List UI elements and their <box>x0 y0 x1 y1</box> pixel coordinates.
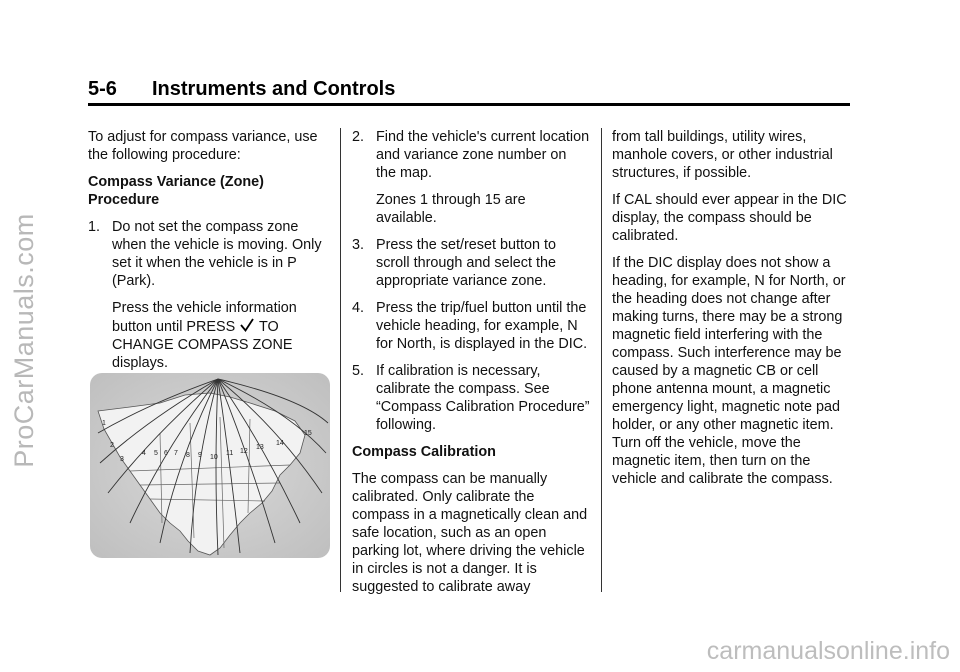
side-watermark <box>4 60 44 620</box>
step-5-text: If calibration is necessary, calibrate the compass. See “Compass Calibration Procedure” following. <box>376 363 590 433</box>
zone-map-graphic <box>90 373 330 558</box>
zone-label-11: 11 <box>226 450 234 457</box>
step-1-sub-text-b: TO CHANGE COMPASS ZONE displays. <box>112 319 293 371</box>
column-3-paragraph-1: from tall buildings, utility wires, manhole covers, or other industrial structures, if possible. <box>612 129 833 181</box>
zone-label-4: 4 <box>142 450 146 457</box>
step-1-subparagraph <box>112 299 330 372</box>
zone-label-8: 8 <box>186 452 190 459</box>
step-4 <box>352 299 590 353</box>
section-title: Instruments and Controls <box>152 78 396 100</box>
zone-label-7: 7 <box>174 450 178 457</box>
variance-procedure-heading: Compass Variance (Zone) Procedure <box>88 174 264 208</box>
zone-label-14: 14 <box>276 440 284 447</box>
zone-label-12: 12 <box>240 448 248 455</box>
column-divider-2 <box>601 128 602 592</box>
column-divider-1 <box>340 128 341 592</box>
step-4-number: 4. <box>352 300 365 316</box>
header-rule <box>88 103 850 106</box>
step-5 <box>352 362 590 434</box>
page-number: 5-6 <box>88 78 117 100</box>
zone-label-13: 13 <box>256 444 264 451</box>
step-1-text: Do not set the compass zone when the vehicle is moving. Only set it when the vehicle is in P (Park). <box>112 219 322 289</box>
step-1 <box>88 218 330 290</box>
zone-label-2: 2 <box>110 442 114 449</box>
watermark-text: ProCarManuals.com <box>8 212 39 468</box>
zone-label-10: 10 <box>210 454 218 461</box>
step-2-subparagraph: Zones 1 through 15 are available. <box>376 192 526 226</box>
step-2 <box>352 128 590 182</box>
step-3-number: 3. <box>352 237 365 253</box>
zone-label-5: 5 <box>154 450 158 457</box>
column-3-paragraph-3: If the DIC display does not show a heading, for example, N for North, or the heading does not change after making turns, there may be a strong magnetic field interfering with the compass. Such interference may be caused by a magnetic CB or cell phone antenna mount, a magnetic emergency light, magnetic note pad holder, or any other magnetic item. Turn off the vehicle, move the magnetic item, then turn on the vehicle and calibrate the compass. <box>612 255 846 487</box>
step-2-text: Find the vehicle's current location and variance zone number on the map. <box>376 129 590 181</box>
zone-label-6: 6 <box>164 450 168 457</box>
column-3-paragraph-2: If CAL should ever appear in the DIC display, the compass should be calibrated. <box>612 192 847 244</box>
footer-watermark: carmanualsonline.info <box>706 637 950 665</box>
column-3 <box>612 128 854 497</box>
zone-label-9: 9 <box>198 452 202 459</box>
step-4-text: Press the trip/fuel button until the vehicle heading, for example, N for North, is displayed in the DIC. <box>376 300 588 352</box>
step-1-sub-text-a: Press the vehicle information button until PRESS <box>112 300 297 335</box>
compass-variance-zone-map <box>90 373 330 558</box>
checkmark-icon <box>239 317 255 333</box>
calibration-heading: Compass Calibration <box>352 444 496 460</box>
step-5-number: 5. <box>352 363 365 379</box>
step-1-number: 1. <box>88 219 101 235</box>
zone-label-1: 1 <box>102 420 106 427</box>
page-header <box>88 78 850 101</box>
intro-paragraph: To adjust for compass variance, use the following procedure: <box>88 129 318 163</box>
zone-label-3: 3 <box>120 456 124 463</box>
zone-label-15: 15 <box>304 430 312 437</box>
column-1 <box>88 128 330 381</box>
column-2 <box>352 128 590 605</box>
calibration-paragraph: The compass can be manually calibrated. Only calibrate the compass in a magnetically clean and safe location, such as an open parking lot, where driving the vehicle in circles is not a danger. It is suggested to calibrate away <box>352 471 588 595</box>
step-3 <box>352 236 590 290</box>
step-2-number: 2. <box>352 129 365 145</box>
step-3-text: Press the set/reset button to scroll through and select the appropriate variance zone. <box>376 237 556 289</box>
